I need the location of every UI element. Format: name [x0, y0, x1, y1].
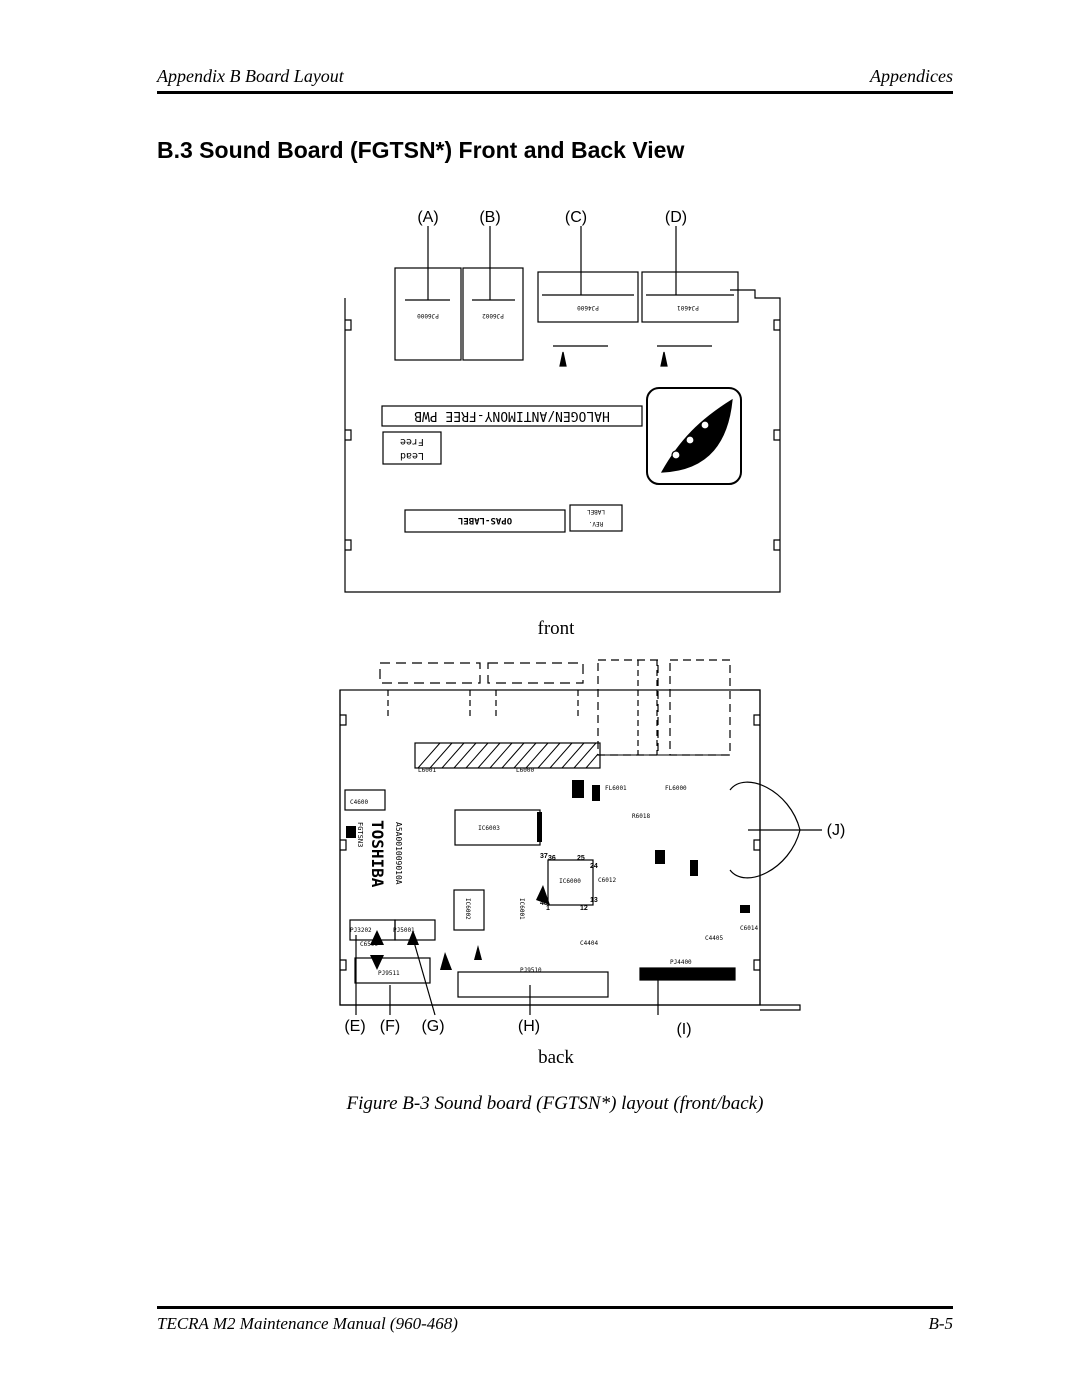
back-connector-label: PJ9511: [378, 970, 400, 977]
part-label: C6599: [360, 941, 379, 948]
part-label: C4405: [705, 935, 724, 942]
front-callout-lines: [428, 226, 676, 300]
part-label: FL6001: [605, 785, 627, 792]
footer-left: TECRA M2 Maintenance Manual (960-468): [157, 1314, 458, 1333]
part-label: L6001: [418, 767, 437, 774]
callout-h: (H): [517, 1018, 541, 1035]
part-label: C4600: [350, 799, 369, 806]
back-connector-label: PJ5001: [393, 927, 415, 934]
callout-g: (G): [421, 1018, 445, 1035]
callout-d: (D): [664, 209, 688, 226]
pin-number: 12: [580, 905, 588, 912]
callout-i: (I): [676, 1021, 692, 1038]
ic-label: IC6001: [518, 898, 525, 920]
callout-f: (F): [379, 1018, 401, 1035]
front-connector-label: PJ6002: [482, 312, 504, 319]
back-board-outline: [340, 690, 800, 1010]
pin-number: 1: [546, 905, 550, 912]
ic-label: IC6002: [464, 898, 471, 920]
part-label: C6014: [740, 925, 759, 932]
front-board: [345, 268, 780, 592]
lead-free-text: Free: [399, 436, 425, 447]
pin-number: 13: [590, 897, 598, 904]
callout-e: (E): [344, 1018, 366, 1035]
part-label: L6000: [516, 767, 535, 774]
pin-number: 37: [540, 853, 548, 860]
front-connector-d: [642, 272, 738, 322]
callout-a: (A): [417, 209, 439, 226]
part-label: C6012: [598, 877, 617, 884]
back-connector-label: PJ9510: [520, 967, 542, 974]
back-connector-label: PJ3202: [350, 927, 372, 934]
callout-j: (J): [826, 822, 846, 839]
hatched-band: [415, 743, 600, 768]
lead-free-text: Lead: [399, 450, 425, 461]
part-label: R6018: [632, 813, 651, 820]
part-label: FL6000: [665, 785, 687, 792]
ic-label: IC6003: [478, 825, 500, 832]
figure-caption: Figure B-3 Sound board (FGTSN*) layout (front/back): [346, 1093, 764, 1114]
footer-rule: [157, 1306, 953, 1309]
front-connector-label: PJ6000: [417, 312, 439, 319]
part-number-text: A5A001009010A: [394, 822, 403, 885]
running-header-left: Appendix B Board Layout: [157, 66, 344, 86]
front-connector-label: PJ4600: [577, 304, 599, 311]
opas-label-text: OPAS-LABEL: [457, 515, 513, 525]
pin-number: 48: [540, 900, 548, 907]
back-connector-label: PJ4400: [670, 959, 692, 966]
part-label: C4404: [580, 940, 599, 947]
back-board: [340, 660, 800, 1010]
back-view-label: back: [538, 1047, 574, 1068]
toshiba-brand: TOSHIBA: [368, 820, 387, 888]
pin-number: 24: [590, 863, 598, 870]
page-number: B-5: [928, 1314, 953, 1333]
front-connector-label: PJ4601: [677, 304, 699, 311]
running-header-right: Appendices: [870, 66, 953, 86]
front-view-label: front: [537, 618, 575, 639]
rev-label-text: LABEL: [586, 508, 606, 515]
ic-label: IC6000: [559, 878, 581, 885]
pin-number: 36: [548, 855, 556, 862]
halogen-free-text: HALOGEN/ANTIMONY-FREE PWB: [414, 408, 610, 423]
pin-number: 25: [577, 855, 585, 862]
section-title: B.3 Sound Board (FGTSN*) Front and Back View: [157, 137, 685, 163]
rev-label-text: REV.: [588, 520, 604, 527]
callout-b: (B): [479, 209, 501, 226]
model-text: FGTSN3: [356, 822, 364, 848]
front-connector-c: [538, 272, 638, 322]
back-callout-lines: [356, 830, 822, 1015]
callout-c: (C): [564, 209, 588, 226]
back-jack-2: [670, 660, 730, 755]
back-jack-1: [598, 660, 658, 755]
